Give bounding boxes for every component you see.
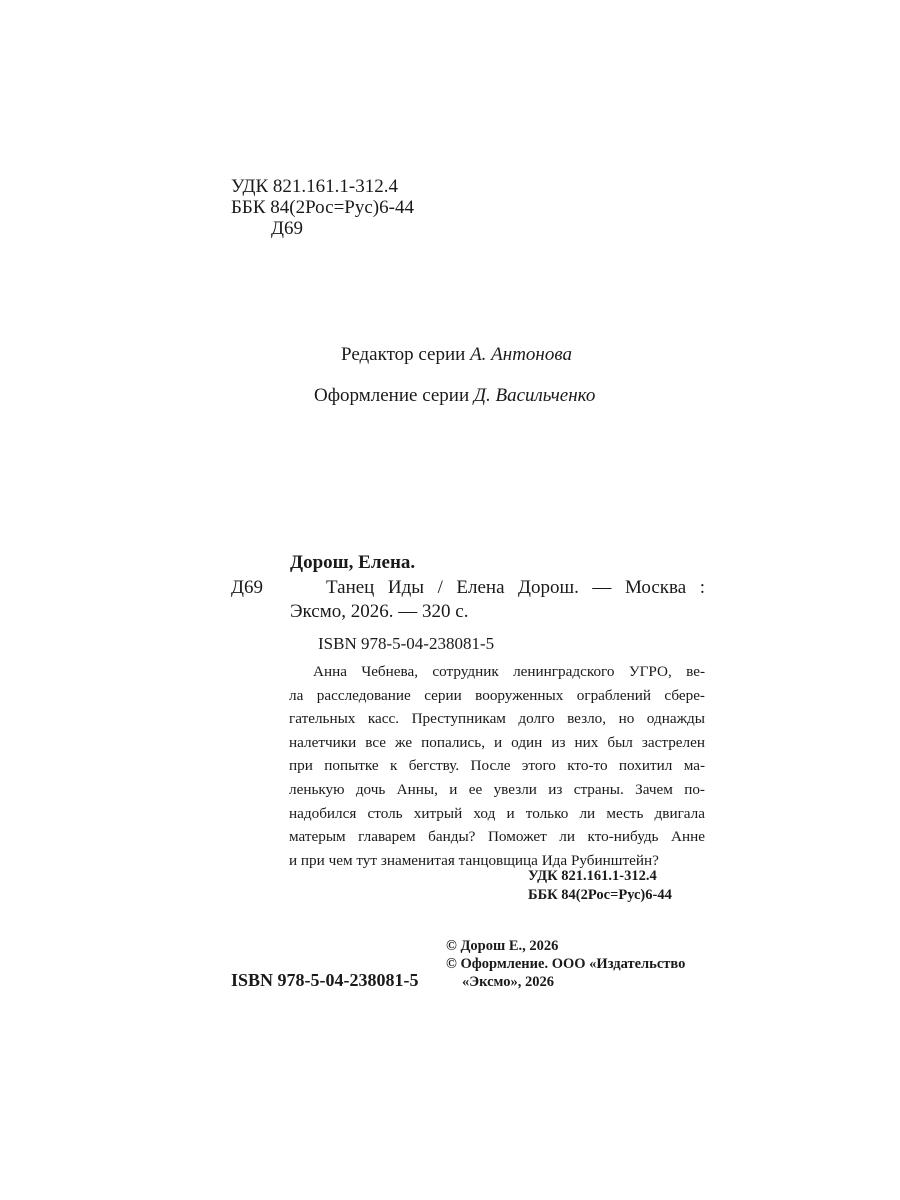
copyright-design: © Оформление. ООО «Издательство [446,956,686,972]
annotation-line: гательных касс. Преступникам долго везло, но однажды [289,710,705,728]
bbk-code-top: ББК 84(2Рос=Рус)6-44 [231,197,414,218]
annotation-line: при попытке к бегству. После этого кто-то похитил ма- [289,757,705,775]
annotation-line: надобился столь хитрый ход и только ли месть двигала [289,804,705,822]
annotation-line: матерым главарем банды? Поможет ли кто-нибудь Анне [289,828,705,846]
series-design-label: Оформление серии [314,385,470,406]
bibliographic-title-line: Танец Иды / Елена Дорош. — Москва : [326,577,705,598]
copyright-author: © Дорош Е., 2026 [446,938,559,954]
bibliographic-isbn: ISBN 978-5-04-238081-5 [318,634,495,653]
series-editor-name: А. Антонова [470,344,572,365]
series-editor-label: Редактор серии [341,344,466,365]
annotation-line: Анна Чебнева, сотрудник ленинградского УГРО, ве- [313,663,705,680]
series-design-credit [314,385,595,407]
udk-code-top: УДК 821.161.1-312.4 [231,176,398,197]
annotation-line: ленькую дочь Анны, и ее увезли из страны. Зачем по- [289,780,705,798]
author-code-top: Д69 [271,218,303,239]
bbk-code-bottom: ББК 84(2Рос=Рус)6-44 [528,887,672,903]
bibliographic-publisher-line: Эксмо, 2026. — 320 с. [290,601,469,622]
annotation-line: налетчики все же попались, и один из них был застрелен [289,733,705,751]
series-design-name: Д. Васильченко [473,385,596,406]
bibliographic-author: Дорош, Елена. [290,552,416,573]
annotation-line: и при чем тут знаменитая танцовщица Ида Рубинштейн? [289,851,659,869]
series-editor-credit [341,344,572,366]
book-annotation [289,660,705,872]
bibliographic-author-code: Д69 [231,577,263,598]
copyright-publisher: «Эксмо», 2026 [462,974,554,990]
udk-code-bottom: УДК 821.161.1-312.4 [528,868,657,884]
isbn-bottom: ISBN 978-5-04-238081-5 [231,970,419,990]
annotation-line: ла расследование серии вооруженных ограблений сбере- [289,686,705,704]
